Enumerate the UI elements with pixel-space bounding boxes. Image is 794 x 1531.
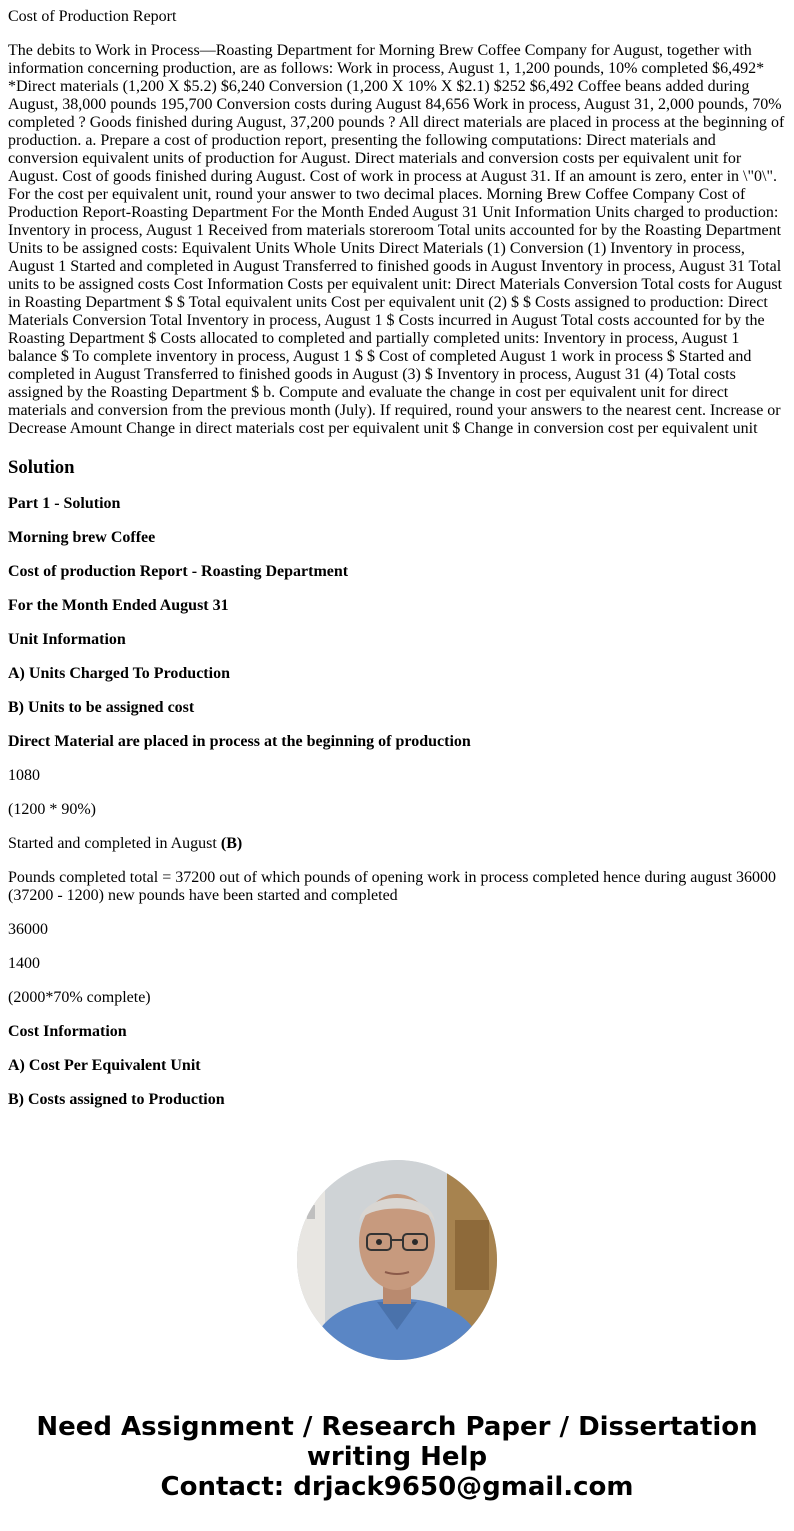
author-portrait-image bbox=[297, 1160, 497, 1360]
calc-1400: (2000*70% complete) bbox=[8, 989, 151, 1006]
company-name: Morning brew Coffee bbox=[8, 529, 156, 546]
value-36000: 36000 bbox=[8, 921, 48, 938]
avatar-container bbox=[0, 1160, 794, 1360]
cost-per-unit-heading: A) Cost Per Equivalent Unit bbox=[8, 1057, 201, 1074]
page bbox=[0, 8, 794, 1502]
promo-line-2: writing Help bbox=[306, 1442, 488, 1472]
report-period: For the Month Ended August 31 bbox=[8, 597, 229, 614]
page-title: Cost of Production Report bbox=[8, 8, 177, 25]
promo-contact: Contact: drjack9650@gmail.com bbox=[160, 1472, 634, 1502]
units-assigned-heading: B) Units to be assigned cost bbox=[8, 699, 195, 716]
author-avatar bbox=[297, 1160, 497, 1360]
direct-material-note: Direct Material are placed in process at the beginning of production bbox=[8, 733, 471, 750]
costs-assigned-heading: B) Costs assigned to Production bbox=[8, 1091, 225, 1108]
value-1400: 1400 bbox=[8, 955, 40, 972]
promo-banner bbox=[0, 1412, 794, 1502]
cost-information-heading: Cost Information bbox=[8, 1023, 127, 1040]
units-charged-heading: A) Units Charged To Production bbox=[8, 665, 230, 682]
started-completed-text: Started and completed in August bbox=[8, 835, 221, 852]
pounds-explanation: Pounds completed total = 37200 out of which pounds of opening work in process completed hence during august 36000 (37200 - 1200) new pounds have been started and completed bbox=[8, 869, 777, 904]
solution-heading: Solution bbox=[8, 457, 75, 478]
unit-information-heading: Unit Information bbox=[8, 631, 126, 648]
calc-1080: (1200 * 90%) bbox=[8, 801, 96, 818]
started-completed-tag: (B) bbox=[220, 835, 243, 852]
value-1080: 1080 bbox=[8, 767, 40, 784]
started-completed-line bbox=[8, 835, 786, 853]
report-title: Cost of production Report - Roasting Department bbox=[8, 563, 349, 580]
part1-heading: Part 1 - Solution bbox=[8, 495, 121, 512]
promo-line-1: Need Assignment / Research Paper / Dissertation bbox=[36, 1412, 758, 1442]
question-text: The debits to Work in Process—Roasting Department for Morning Brew Coffee Company for August, together with information concerning production, are as follows: Work in process, August 1, 1,200 pounds, 10% completed $6,492* *Direct materials (1,200 X $5.2) $6,240 Conversion (1,200 X 10% X $2.1) $252 $6,492 Coffee beans added during August, 38,000 pounds 195,700 Conversion costs during August 84,656 Work in process, August 31, 2,000 pounds, 70% completed ? Goods finished during August, 37,200 pounds ? All direct materials are placed in process at the beginning of production. a. Prepare a cost of production report, presenting the following computations: Direct materials and conversion equivalent units of production for August. Direct materials and conversion costs per equivalent unit for August. Cost of goods finished during August. Cost of work in process at August 31. If an amount is zero, enter in \"0\". For the cost per equivalent unit, round your answer to two decimal places. Morning Brew Coffee Company Cost of Production Report-Roasting Department For the Month Ended August 31 Unit Information Units charged to production: Inventory in process, August 1 Received from materials storeroom Total units accounted for by the Roasting Department Units to be assigned costs: Equivalent Units Whole Units Direct Materials (1) Conversion (1) Inventory in process, August 1 Started and completed in August Transferred to finished goods in August Inventory in process, August 31 Total units to be assigned costs Cost Information Costs per equivalent unit: Direct Materials Conversion Total costs for August in Roasting Department $ $ Total equivalent units Cost per equivalent unit (2) $ $ Costs assigned to production: Direct Materials Conversion Total Inventory in process, August 1 $ Costs incurred in August Total costs accounted for by the Roasting Department $ Costs allocated to completed and partially completed units: Inventory in process, August 1 balance $ To complete inventory in process, August 1 $ $ Cost of completed August 1 work in process $ Started and completed in August Transferred to finished goods in August (3) $ Inventory in process, August 31 (4) Total costs assigned by the Roasting Department $ b. Compute and evaluate the change in cost per equivalent unit for direct materials and conversion from the previous month (July). If required, round your answers to the nearest cent. Increase or Decrease Amount Change in direct materials cost per equivalent unit $ Change in conversion cost per equivalent unit bbox=[8, 42, 785, 437]
